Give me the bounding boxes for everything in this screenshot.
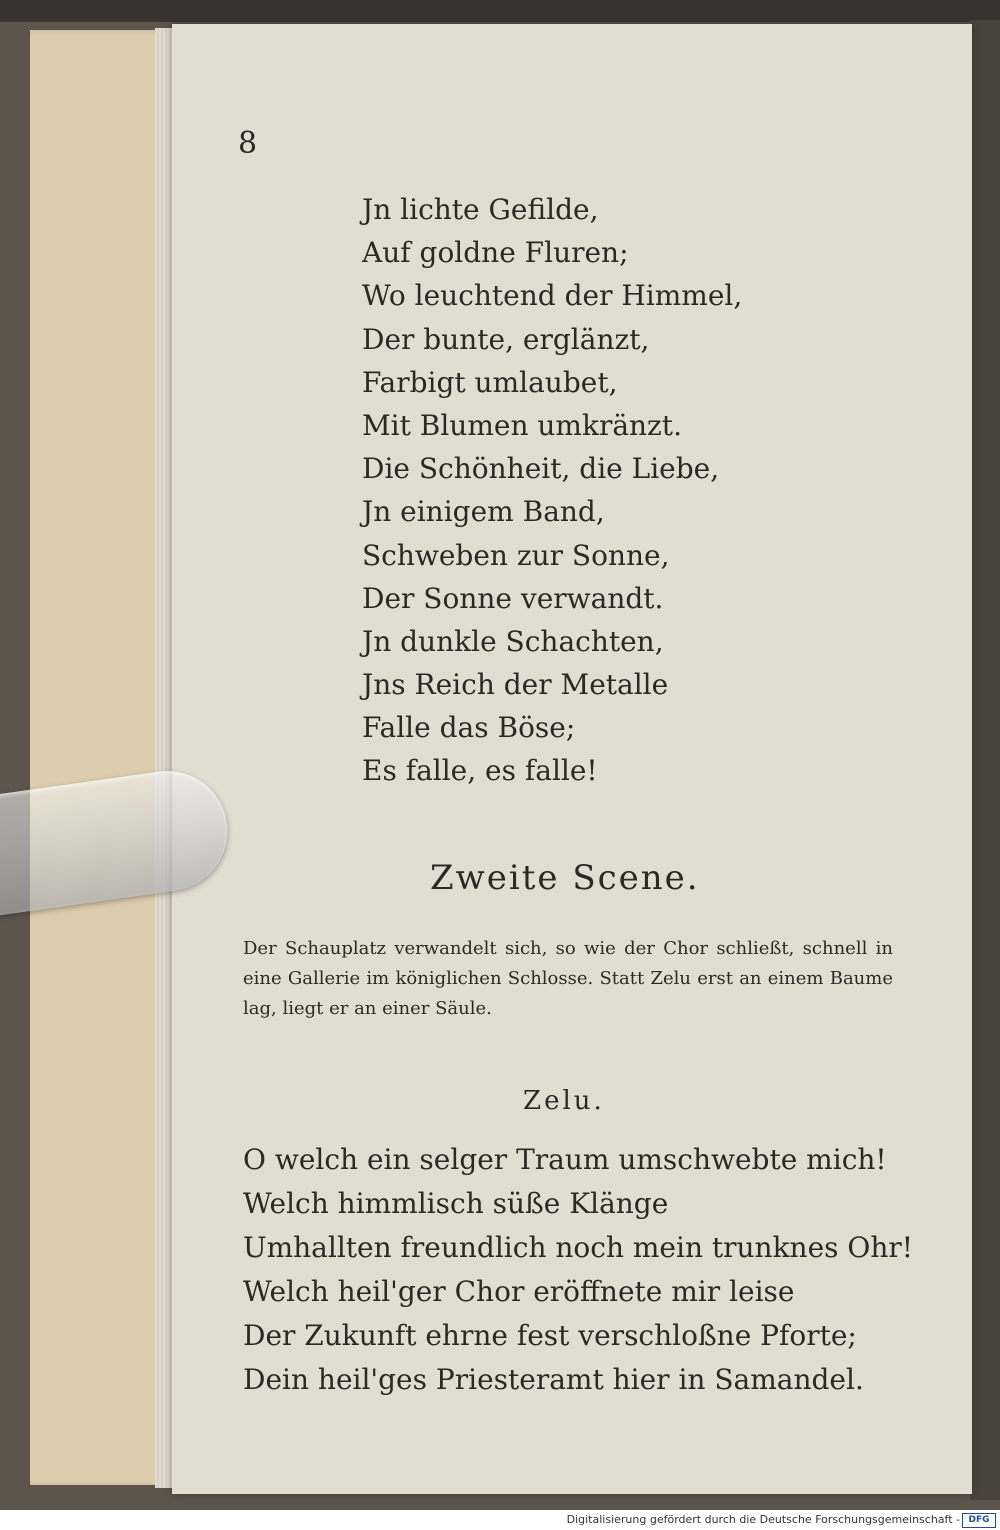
poem-line: Jn dunkle Schachten, bbox=[362, 624, 664, 658]
scene-title: Zweite Scene. bbox=[430, 858, 700, 898]
scan-top-edge bbox=[0, 0, 1000, 22]
verse-line: Umhallten freundlich noch mein trunknes Ohr! bbox=[243, 1231, 914, 1264]
poem-line: Es falle, es falle! bbox=[362, 754, 598, 788]
stage-direction: Der Schauplatz verwandelt sich, so wie der Chor schließt, schnell in eine Gallerie im königlichen Schlosse. Statt Zelu erst an einem Baume lag, liegt er an einer Säule. bbox=[243, 938, 893, 1019]
verse-line: Dein heil'ges Priesteramt hier in Samandel. bbox=[243, 1363, 864, 1396]
footer-bar bbox=[0, 1510, 1000, 1530]
poem-line: Jn einigem Band, bbox=[362, 495, 605, 529]
poem-line: Mit Blumen umkränzt. bbox=[362, 408, 682, 442]
poem-line: Auf goldne Fluren; bbox=[362, 236, 629, 270]
poem-line: Wo leuchtend der Himmel, bbox=[362, 279, 743, 313]
poem-line: Farbigt umlaubet, bbox=[362, 365, 618, 399]
book-cover-edge bbox=[30, 30, 170, 1485]
page-number: 8 bbox=[238, 126, 258, 161]
poem-line: Falle das Böse; bbox=[362, 711, 576, 745]
verse-line: Welch himmlisch süße Klänge bbox=[243, 1187, 669, 1220]
poem-line: Jns Reich der Metalle bbox=[362, 668, 669, 702]
verse-line: Der Zukunft ehrne fest verschloßne Pforte; bbox=[243, 1319, 857, 1352]
verse-block bbox=[243, 1138, 913, 1402]
poem-line: Schweben zur Sonne, bbox=[362, 538, 670, 572]
dfg-logo-icon: DFG bbox=[962, 1513, 996, 1528]
verse-line: Welch heil'ger Chor eröffnete mir leise bbox=[243, 1275, 795, 1308]
poem-line: Der Sonne verwandt. bbox=[362, 581, 664, 615]
verse-line: O welch ein selger Traum umschwebte mich! bbox=[243, 1143, 887, 1176]
scan-right-edge bbox=[970, 20, 1000, 1500]
poem-line: Die Schönheit, die Liebe, bbox=[362, 452, 720, 486]
poem-line: Jn lichte Gefilde, bbox=[362, 193, 599, 226]
funding-credit: Digitalisierung gefördert durch die Deutsche Forschungsgemeinschaft - bbox=[566, 1513, 960, 1526]
poem-line: Der bunte, erglänzt, bbox=[362, 322, 650, 356]
speaker-name: Zelu. bbox=[523, 1086, 605, 1116]
poem-block bbox=[362, 188, 742, 793]
